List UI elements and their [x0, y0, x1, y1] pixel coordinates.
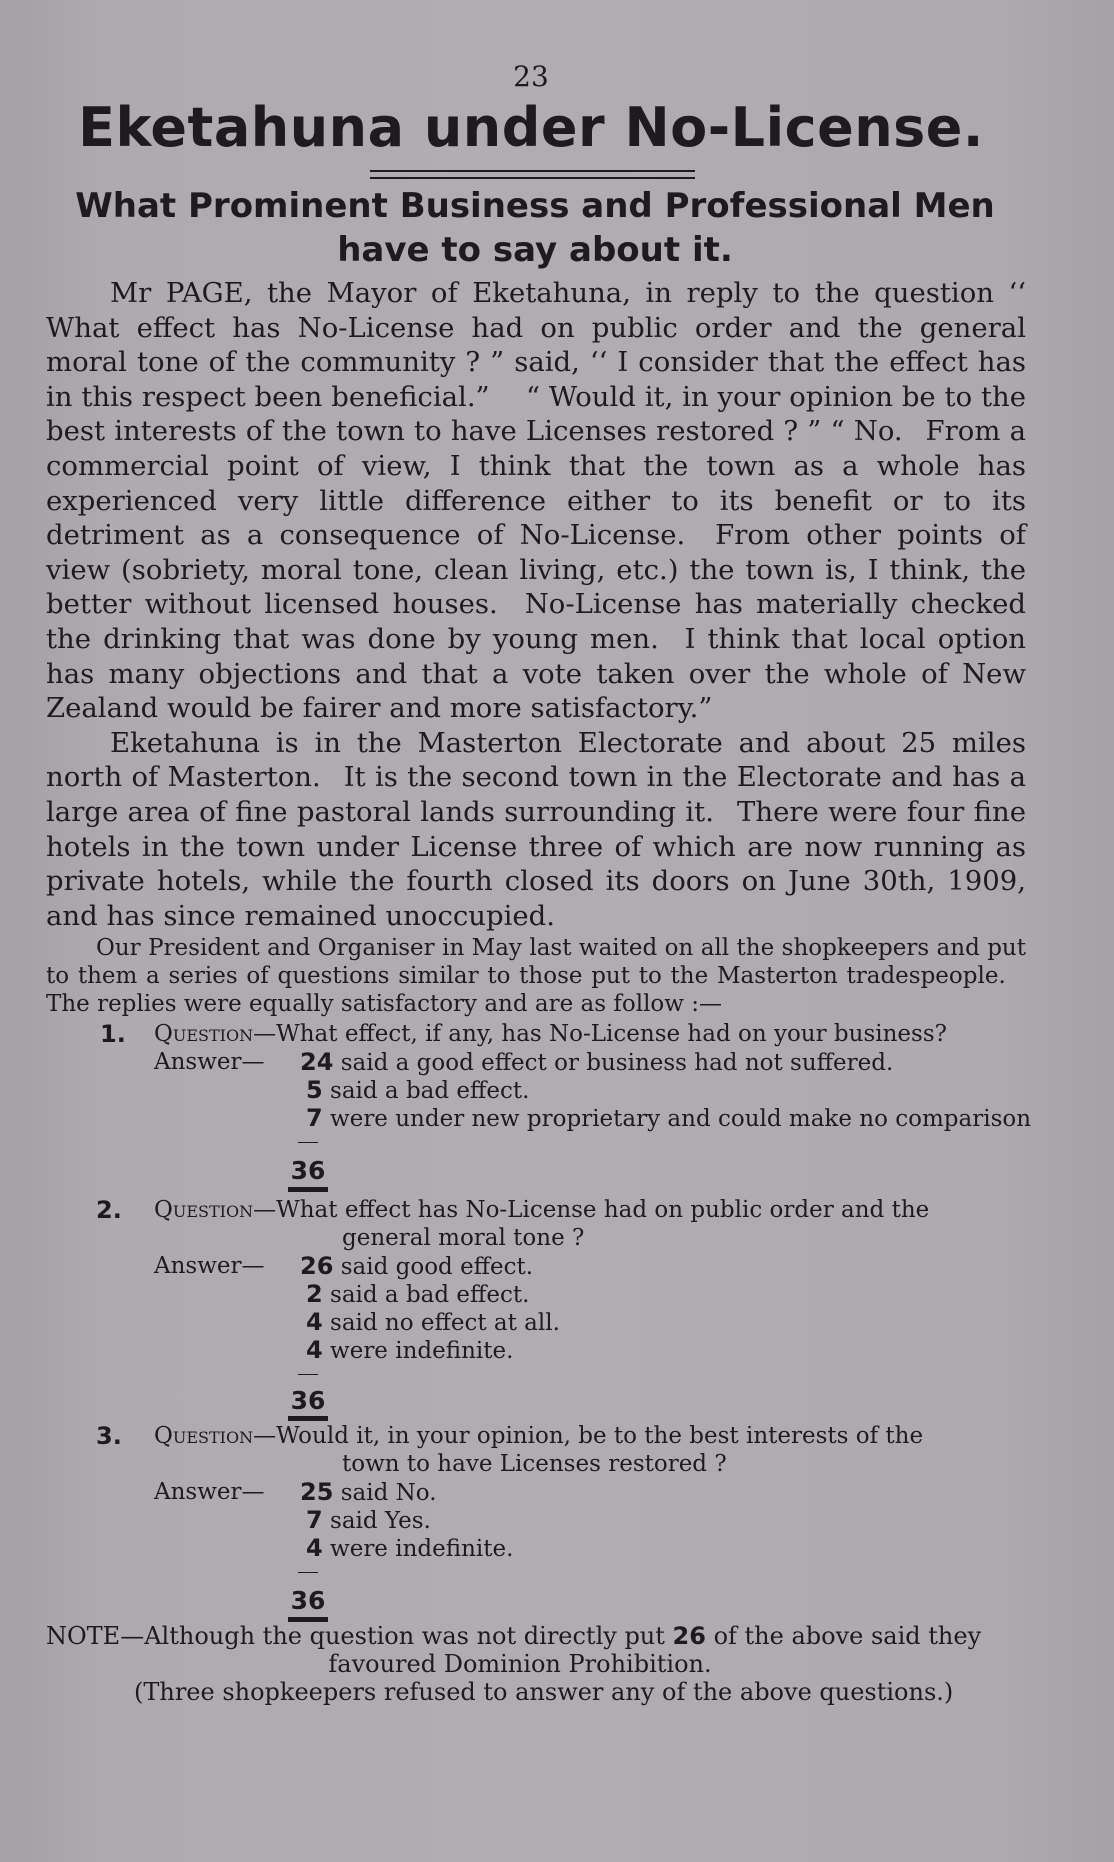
question-3-answer-label: Answer—	[154, 1479, 265, 1505]
note-line-3: (Three shopkeepers refused to answer any of the above questions.)	[134, 1678, 954, 1706]
question-1-answer-1: 24 said a good effect or business had not suffered.	[300, 1048, 894, 1076]
body-text	[46, 276, 1026, 933]
subtitle-line-2: have to say about it.	[337, 230, 733, 270]
note-line-1: NOTE—Although the question was not directly put 26 of the above said they	[46, 1622, 982, 1650]
question-2-answer-label: Answer—	[154, 1253, 265, 1279]
page-number: 23	[513, 60, 549, 93]
question-1-total: 36	[290, 1156, 326, 1185]
paragraph-town-description: Eketahuna is in the Masterton Electorate and about 25 miles north of Masterton. It is the second town in the Electorate and has a large area of fine pastoral lands surrounding it. There were four fine hotels in the town under License three of which are now running as private hotels, while the fourth closed its doors on June 30th, 1909, and has since remained unoccupied.	[46, 726, 1026, 932]
question-1-total-rule	[288, 1187, 328, 1192]
question-2-text: Question—What effect has No-License had on public order and the	[154, 1197, 930, 1223]
question-3-text: Question—Would it, in your opinion, be to the best interests of the	[154, 1423, 924, 1449]
question-1-sum-rule	[298, 1142, 318, 1143]
question-3-answer-3: 4 were indefinite.	[306, 1534, 514, 1562]
question-3-sum-rule	[298, 1572, 318, 1573]
question-1-number: 1.	[100, 1020, 126, 1048]
question-2-answer-2: 2 said a bad effect.	[306, 1280, 530, 1308]
question-2-answer-4: 4 were indefinite.	[306, 1336, 514, 1364]
question-2-sum-rule	[298, 1374, 318, 1375]
paragraph-survey-intro: Our President and Organiser in May last waited on all the shopkeepers and put to them a series of questions similar to those put to the Masterton tradespeople. The replies were equally satisfactory and are as follow :—	[46, 935, 1026, 1017]
question-1-answer-3: 7 were under new proprietary and could make no comparison	[306, 1104, 1032, 1132]
question-1-answer-label: Answer—	[154, 1049, 265, 1075]
question-1-answer-2: 5 said a bad effect.	[306, 1076, 530, 1104]
question-3-answer-2: 7 said Yes.	[306, 1506, 431, 1534]
title-rule-bottom	[370, 177, 695, 179]
paragraph-mayor-statement: Mr PAGE, the Mayor of Eketahuna, in reply to the question ‘‘ What effect has No-License had on public order and the general moral tone of the community ? ” said, ‘‘ I consider that the effect has in this respect been beneficial.” “ Would it, in your opinion be to the best interests of the town to have Licenses restored ? ” “ No. From a commercial point of view, I think that the town as a whole has experienced very little difference either to its benefit or to its detriment as a consequence of No-License. From other points of view (sobriety, moral tone, clean living, etc.) the town is, I think, the better without licensed houses. No-License has materially checked the drinking that was done by young men. I think that local option has many objections and that a vote taken over the whole of New Zealand would be fairer and more satisfactory.”	[46, 277, 1026, 725]
question-3-total: 36	[290, 1586, 326, 1615]
question-3-answer-1: 25 said No.	[300, 1478, 437, 1506]
question-2-text-continued: general moral tone ?	[342, 1225, 585, 1251]
question-2-answer-3: 4 said no effect at all.	[306, 1308, 560, 1336]
note-line-2: favoured Dominion Prohibition.	[328, 1650, 712, 1678]
question-1-text: Question—What effect, if any, has No-License had on your business?	[154, 1021, 947, 1047]
title-rule-top	[370, 170, 695, 172]
question-2-total: 36	[290, 1386, 326, 1415]
page-title: Eketahuna under No-License.	[78, 96, 984, 159]
survey-intro	[46, 934, 1026, 1018]
question-3-text-continued: town to have Licenses restored ?	[342, 1451, 727, 1477]
subtitle-line-1: What Prominent Business and Professional Men	[75, 186, 995, 226]
question-3-number: 3.	[96, 1422, 122, 1450]
question-2-number: 2.	[96, 1196, 122, 1224]
question-2-answer-1: 26 said good effect.	[300, 1252, 534, 1280]
question-2-total-rule	[288, 1416, 328, 1421]
